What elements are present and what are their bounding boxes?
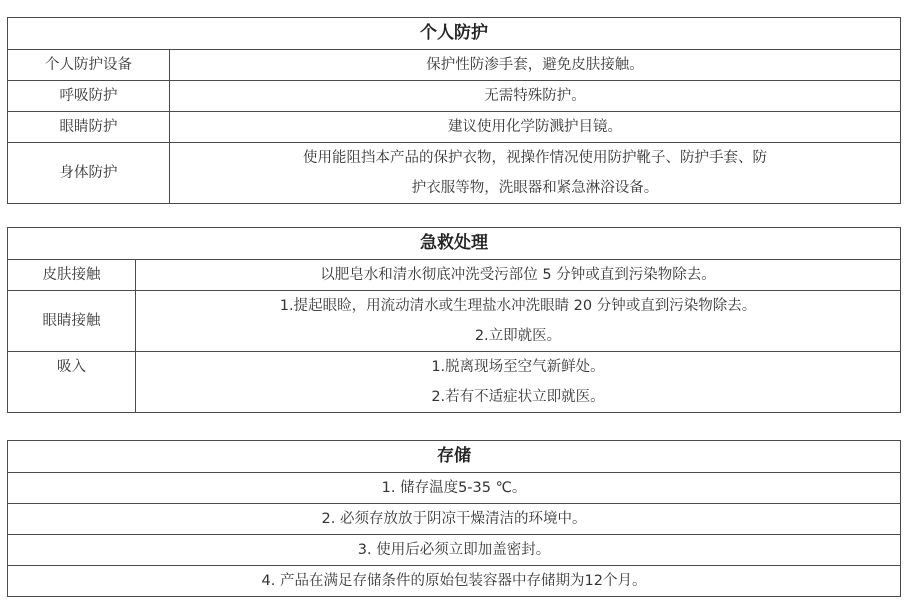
row-label: 眼睛接触 [8,291,136,352]
table-row [8,566,901,597]
value-line: 2.若有不适症状立即就医。 [431,389,605,405]
row-label: 眼睛防护 [8,112,170,143]
row-value [170,143,901,204]
value-line: 1.提起眼睑，用流动清水或生理盐水冲洗眼睛 20 分钟或直到污染物除去。 [279,298,757,314]
table-row [8,352,901,413]
row-label: 呼吸防护 [8,81,170,112]
table-row [8,260,901,291]
table-row [8,473,901,504]
storage-item: 3. 使用后必须立即加盖密封。 [8,535,901,566]
row-value [136,352,901,413]
value-line: 1.脱离现场至空气新鲜处。 [431,359,605,375]
storage-title: 存储 [8,441,901,473]
storage-item: 1. 储存温度5-35 ℃。 [8,473,901,504]
row-value: 建议使用化学防溅护目镜。 [170,112,901,143]
table-row [8,504,901,535]
row-label: 个人防护设备 [8,50,170,81]
row-value [136,291,901,352]
table-row [8,112,901,143]
value-line: 使用能阻挡本产品的保护衣物，视操作情况使用防护靴子、防护手套、防 [303,150,767,166]
value-line: 护衣服等物，洗眼器和紧急淋浴设备。 [411,180,659,196]
table-row [8,535,901,566]
personal-protection-table [7,17,901,204]
table-row [8,50,901,81]
row-value: 以肥皂水和清水彻底冲洗受污部位 5 分钟或直到污染物除去。 [136,260,901,291]
row-label: 吸入 [8,352,136,413]
value-line: 2.立即就医。 [474,328,562,344]
first-aid-title: 急救处理 [8,228,901,260]
ppe-title: 个人防护 [8,18,901,50]
row-value: 无需特殊防护。 [170,81,901,112]
row-value: 保护性防渗手套，避免皮肤接触。 [170,50,901,81]
storage-table [7,440,901,597]
table-row [8,81,901,112]
row-label: 皮肤接触 [8,260,136,291]
table-row [8,291,901,352]
table-row [8,143,901,204]
storage-item: 2. 必须存放放于阴凉干燥清洁的环境中。 [8,504,901,535]
first-aid-table [7,227,901,413]
row-label: 身体防护 [8,143,170,204]
storage-item: 4. 产品在满足存储条件的原始包装容器中存储期为12个月。 [8,566,901,597]
